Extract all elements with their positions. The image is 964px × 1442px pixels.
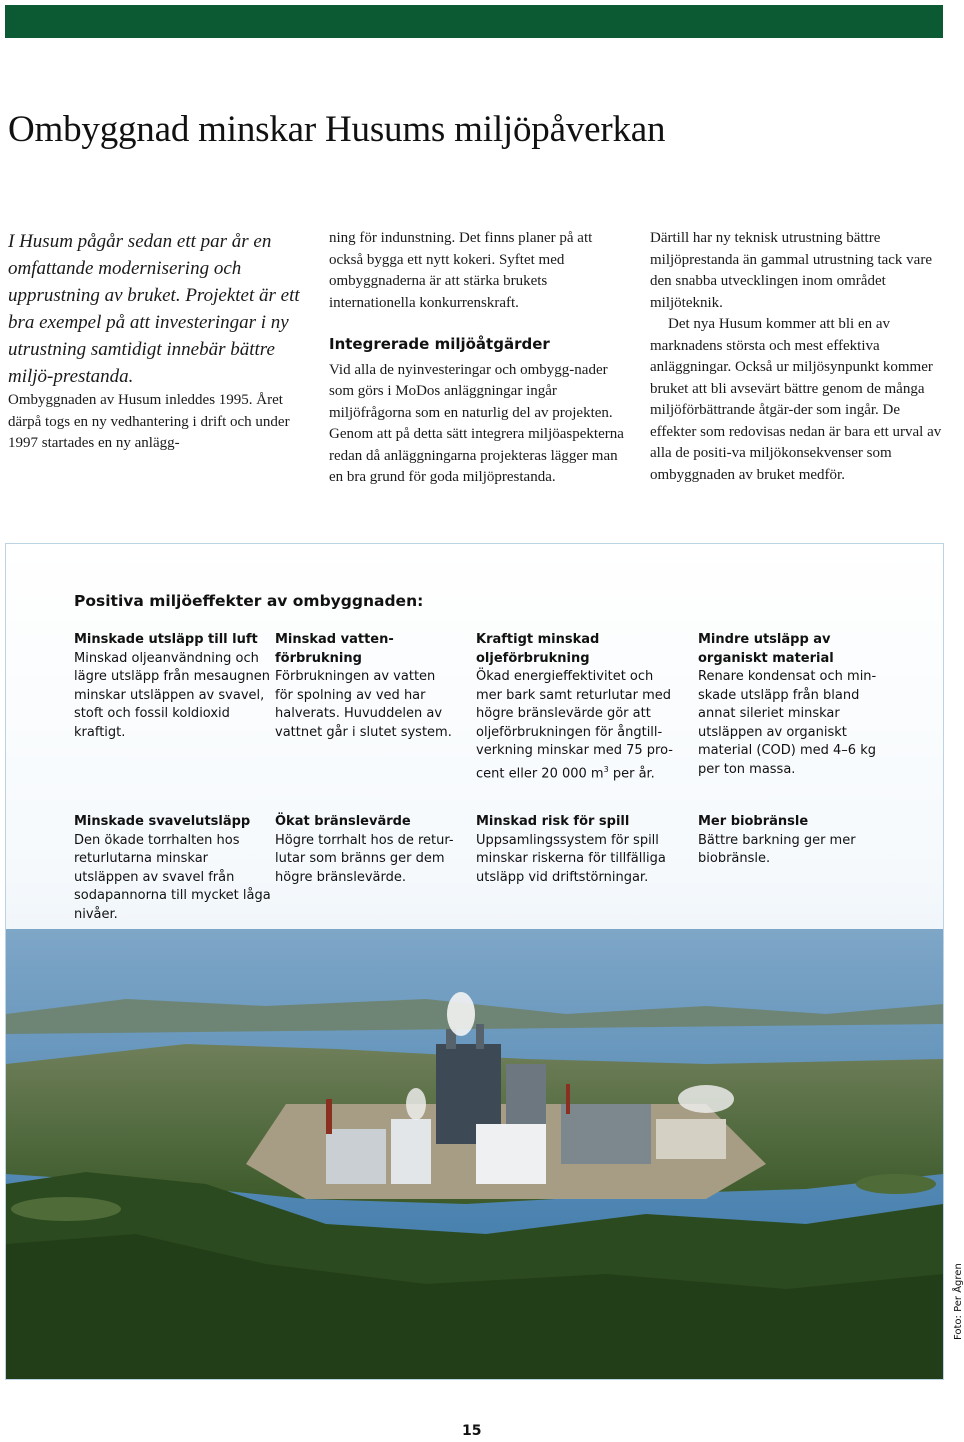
effect-body: Förbrukningen av vatten för spolning av ved har halverats. Huvuddelen av vattnet går i slutet system. <box>275 669 452 740</box>
effect-body: Minskad oljeanvändning och lägre utsläpp från mesaugnen minskar utsläppen av svavel, stoft och fossil koldioxid kraftigt. <box>74 650 270 740</box>
effect-body: Uppsamlingssystem för spill minskar riskerna för tillfälliga utsläpp vid driftstörningar. <box>476 832 666 885</box>
page-title: Ombyggnad minskar Husums miljöpåverkan <box>8 109 666 150</box>
effect-item-water-use <box>275 631 455 742</box>
effect-item-organic-emissions <box>698 631 888 779</box>
effect-item-air-emissions <box>74 631 274 742</box>
effect-heading: Mer biobränsle <box>698 814 809 829</box>
aerial-photo-panel <box>5 543 944 1380</box>
body-paragraph: Vid alla de nyinvesteringar och ombygg-nader som görs i MoDos anläggningar ingår miljöfrågorna som en naturlig del av projekten. Genom att på detta sätt integrera miljöaspekterna redan då anläggningarna projekteras lägger man en bra grund för goda miljöprestanda. <box>329 361 624 485</box>
effect-item-oil-use <box>476 631 676 783</box>
text-column-3 <box>650 228 950 486</box>
body-paragraph: Ombyggnaden av Husum inleddes 1995. Året därpå togs en ny vedhantering i drift och under 1997 startades en ny anlägg- <box>8 392 290 451</box>
effect-body: Högre torrhalt hos de retur-lutar som bränns ger dem högre bränslevärde. <box>275 832 454 885</box>
photo-credit-text: Foto: Per Ågren <box>953 1263 964 1340</box>
effect-item-sulphur-emissions <box>74 813 274 924</box>
intro-lead: I Husum pågår sedan ett par år en omfattande modernisering och upprustning av bruket. Projektet är ett bra exempel på att investeringar i ny utrustning samtidigt innebär bättre miljö-prestanda. <box>8 231 300 387</box>
effect-heading: Minskade svavelutsläpp <box>74 814 251 829</box>
effect-item-spill-risk <box>476 813 676 887</box>
body-paragraph: Det nya Husum kommer att bli en av marknadens största och mest effektiva anläggningar. Också ur miljösynpunkt kommer bruket att bli avsevärt bättre genom de många miljöförbättrande åtgär-der som ingår. De effekter som redovisas nedan är bara ett urval av alla de positi-va miljökonsekvenser som ombyggnaden av bruket medför. <box>650 316 942 483</box>
effect-item-biofuel <box>698 813 888 869</box>
effect-item-fuel-value <box>275 813 455 887</box>
text-column-1 <box>8 228 308 455</box>
effect-body: Renare kondensat och min-skade utsläpp från bland annat sileriet minskar utsläppen av organiskt material (COD) med 4–6 kg per ton massa. <box>698 669 877 777</box>
effect-heading: Kraftigt minskad oljeförbrukning <box>476 632 600 666</box>
effect-heading: Minskad risk för spill <box>476 814 630 829</box>
body-paragraph: Därtill har ny teknisk utrustning bättre miljöprestanda än gammal utrustning tack vare den snabba utvecklingen inom området miljöteknik. <box>650 230 932 311</box>
effect-heading: Minskade utsläpp till luft <box>74 632 258 647</box>
page-number: 15 <box>462 1423 482 1439</box>
effect-heading: Ökat bränslevärde <box>275 814 411 829</box>
effect-body: Ökad energieffektivitet och mer bark samt returlutar med högre bränslevärde gör att oljeförbrukningen för ångtill-verkning minskar med 75 pro-cent eller 20 000 $m^3$ per år. <box>476 669 673 781</box>
superscript: 3 <box>603 764 609 774</box>
body-paragraph: ning för indunstning. Det finns planer på att också bygga ett nytt kokeri. Syftet med ombyggnaderna är att stärka brukets internationella konkurrenskraft. <box>329 230 593 311</box>
text-column-2 <box>329 228 629 489</box>
top-color-bar <box>5 5 943 38</box>
effect-body: Bättre barkning ger mer biobränsle. <box>698 832 856 866</box>
section-subheading: Integrerade miljöåtgärder <box>329 335 550 353</box>
effect-heading: Mindre utsläpp av organiskt material <box>698 632 834 666</box>
panel-title: Positiva miljöeffekter av ombyggnaden: <box>74 592 424 610</box>
effect-heading: Minskad vatten-förbrukning <box>275 632 394 666</box>
effect-body: Den ökade torrhalten hos returlutarna minskar utsläppen av svavel från sodapannorna till mycket låga nivåer. <box>74 832 271 922</box>
